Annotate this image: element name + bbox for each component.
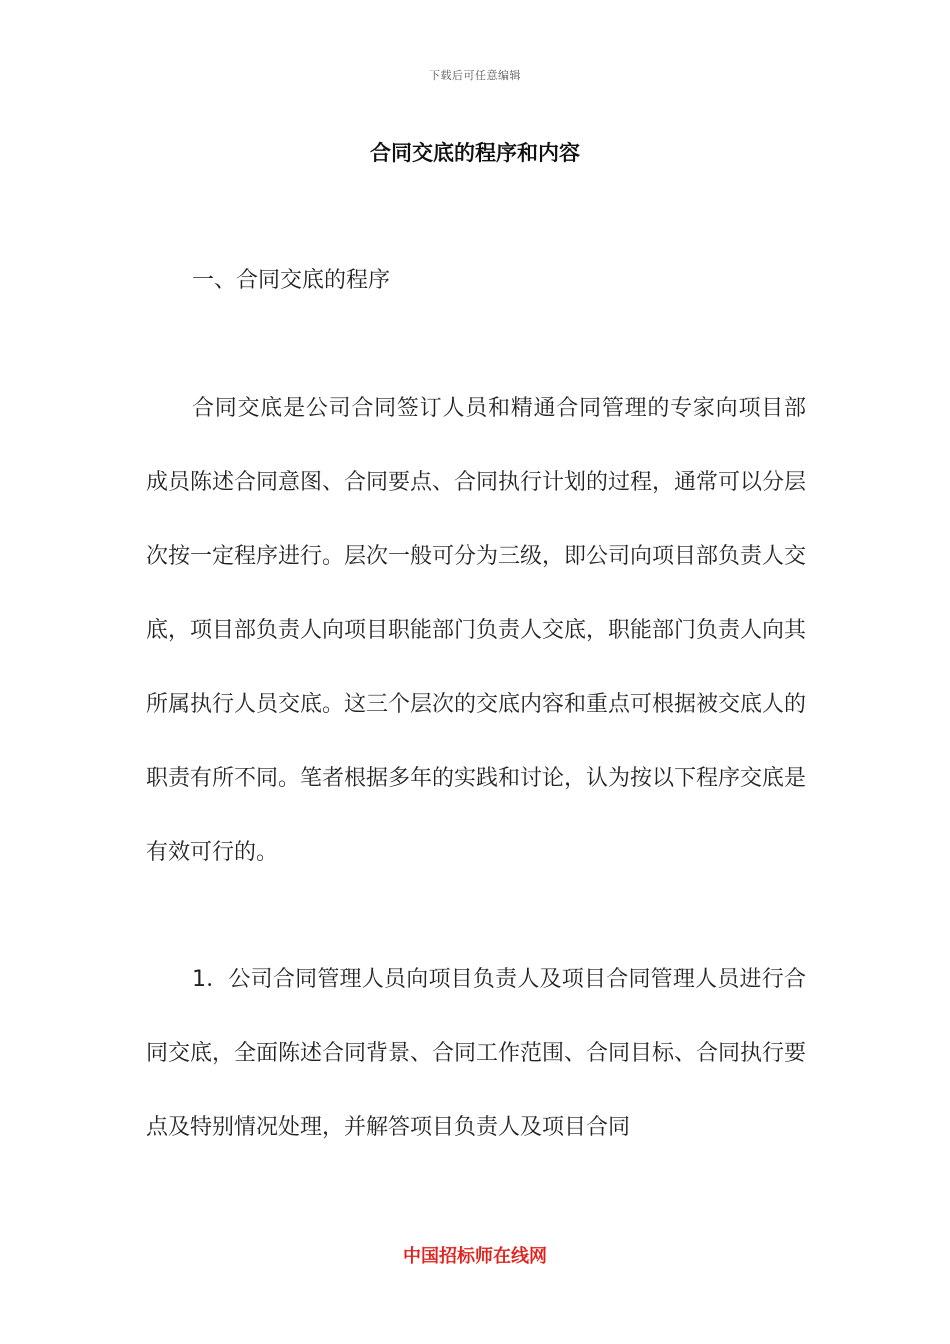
section-heading: 一、合同交底的程序 bbox=[192, 268, 391, 293]
paragraph-intro: 合同交底是公司合同签订人员和精通合同管理的专家向项目部成员陈述合同意图、合同要点、合同执行计划的过程，通常可以分层次按一定程序进行。层次一般可分为三级，即公司向项目部负责人交底，项目部负责人向项目职能部门负责人交底，职能部门负责人向其所属执行人员交底。这三个层次的交底内容和重点可根据被交底人的职责有所不同。笔者根据多年的实践和讨论，认为按以下程序交底是有效可行的。 bbox=[146, 396, 807, 865]
footer-brand: 中国招标师在线网 bbox=[403, 1246, 547, 1267]
document-title: 合同交底的程序和内容 bbox=[370, 141, 580, 165]
header-note: 下载后可任意编辑 bbox=[429, 69, 521, 82]
paragraph-step-1: 1．公司合同管理人员向项目负责人及项目合同管理人员进行合同交底，全面陈述合同背景、合同工作范围、合同目标、合同执行要点及特别情况处理，并解答项目负责人及项目合同 bbox=[146, 967, 807, 1140]
